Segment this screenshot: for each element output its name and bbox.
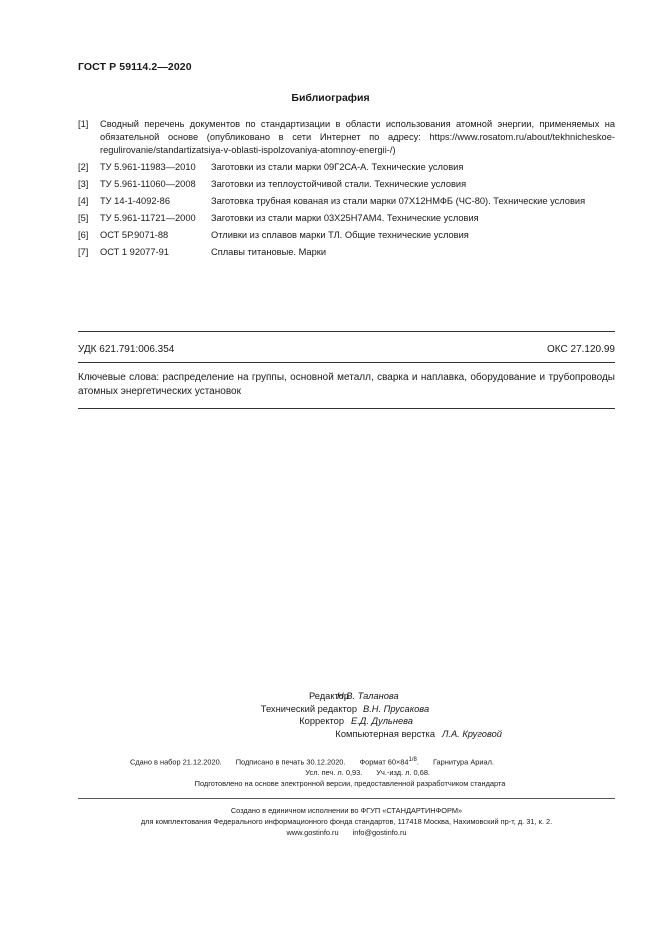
imprint-sent: Сдано в набор 21.12.2020.: [130, 757, 222, 767]
entry-number: [4]: [78, 196, 89, 206]
staff-role: Технический редактор: [260, 703, 357, 714]
entry-code: ТУ 5.961-11721—2000: [100, 213, 196, 223]
staff-row: [0, 715, 661, 728]
udc-code: УДК 621.791:006.354: [78, 344, 175, 355]
staff-list: [0, 690, 661, 740]
bibliography-list: [78, 118, 615, 263]
entry-number: [2]: [78, 162, 89, 172]
oks-code: ОКС 27.120.99: [547, 344, 615, 355]
publisher-site[interactable]: www.gostinfo.ru: [286, 828, 339, 837]
document-code: ГОСТ Р 59114.2—2020: [78, 61, 192, 73]
bibliography-entry: [78, 118, 615, 157]
entry-title: Отливки из сплавов марки ТЛ. Общие технические условия: [211, 230, 469, 240]
staff-row: [0, 703, 661, 716]
staff-role: Компьютерная верстка: [335, 728, 435, 739]
staff-name: Л.А. Круговой: [442, 728, 502, 739]
imprint-line: [130, 767, 570, 778]
bibliography-entry: [78, 178, 615, 191]
middle-divider: [78, 362, 615, 363]
publisher-line1: Создано в единичном исполнении во ФГУП «СТАНДАРТИНФОРМ»: [230, 806, 463, 815]
entry-number: [6]: [78, 230, 89, 240]
publisher-info: [78, 805, 615, 838]
staff-name: В.Н. Прусакова: [363, 703, 430, 714]
imprint-print-sheets: Усл. печ. л. 0,93.: [305, 768, 363, 778]
entry-number: [7]: [78, 247, 89, 257]
entry-code: ТУ 14-1-4092-86: [100, 196, 170, 206]
publisher-line2: для комплектования Федерального информационного фонда стандартов, 117418 Москва, Нахимовский пр-т, д. 31, к. 2.: [140, 817, 553, 826]
imprint-prepared: Подготовлено на основе электронной версии, предоставленной разработчиком стандарта: [194, 779, 506, 789]
staff-role: Корректор: [299, 716, 344, 727]
bibliography-entry: [78, 246, 615, 259]
entry-code: ТУ 5.961-11983—2010: [100, 162, 196, 172]
entry-title: Заготовки из теплоустойчивой стали. Технические условия: [211, 179, 467, 189]
entry-number: [3]: [78, 179, 89, 189]
bibliography-entry: [78, 161, 615, 174]
imprint-font: Гарнитура Ариал.: [432, 757, 494, 767]
imprint-line: Сдано в набор 21.12.2020. Подписано в печать 30.12.2020. Формат $60\times 84^{1/8}$. Гарнитура Ариал.: [130, 757, 494, 767]
imprint-pub-sheets: Уч.-изд. л. 0,68.: [376, 768, 430, 778]
entry-text: Сводный перечень документов по стандартизации в области использования атомной энергии, применяемых на обязательной основе (опубликовано в сети Интернет по адресу: https://www.rosatom.ru/about/tekhnicheskoe-regulirovanie/standartizatsiya-v-oblasti-ispolzovaniya-atomnoy-energii-/): [100, 119, 615, 155]
publisher-divider: [78, 798, 615, 799]
entry-code: ОСТ 1 92077-91: [100, 247, 169, 257]
staff-role: Редактор: [308, 691, 349, 701]
staff-row: [0, 690, 661, 703]
top-divider: [78, 331, 615, 332]
bibliography-entry: [78, 229, 615, 242]
imprint: [130, 755, 570, 789]
entry-title: Заготовки из стали марки 09Г2СА-А. Технические условия: [211, 162, 464, 172]
entry-number: [1]: [78, 119, 89, 129]
staff-row: [0, 728, 661, 741]
bibliography-entry: [78, 212, 615, 225]
entry-code: ТУ 5.961-11060—2008: [100, 179, 196, 189]
bibliography-entry: [78, 195, 615, 208]
imprint-format: Формат 60×84: [359, 757, 409, 767]
entry-title: Заготовка трубная кованая из стали марки 07Х12НМФБ (ЧС-80). Технические условия: [211, 196, 586, 206]
bottom-divider: [78, 408, 615, 409]
entry-number: [5]: [78, 213, 89, 223]
entry-code: ОСТ 5Р.9071-88: [100, 230, 169, 240]
keywords: Ключевые слова: распределение на группы, основной металл, сварка и наплавка, оборудование и трубопроводы атомных энергетических установок: [78, 372, 615, 397]
staff-name: Е.Д. Дульнева: [351, 716, 413, 727]
imprint-signed: Подписано в печать 30.12.2020.: [235, 757, 346, 767]
imprint-format-fraction: 1/8: [408, 757, 417, 763]
entry-title: Заготовки из стали марки 03Х25Н7АМ4. Технические условия: [211, 213, 479, 223]
bibliography-title: Библиография: [291, 92, 370, 104]
staff-name: Н.В. Таланова: [337, 691, 399, 701]
publisher-email[interactable]: info@gostinfo.ru: [352, 828, 407, 837]
entry-title: Сплавы титановые. Марки: [211, 247, 327, 257]
